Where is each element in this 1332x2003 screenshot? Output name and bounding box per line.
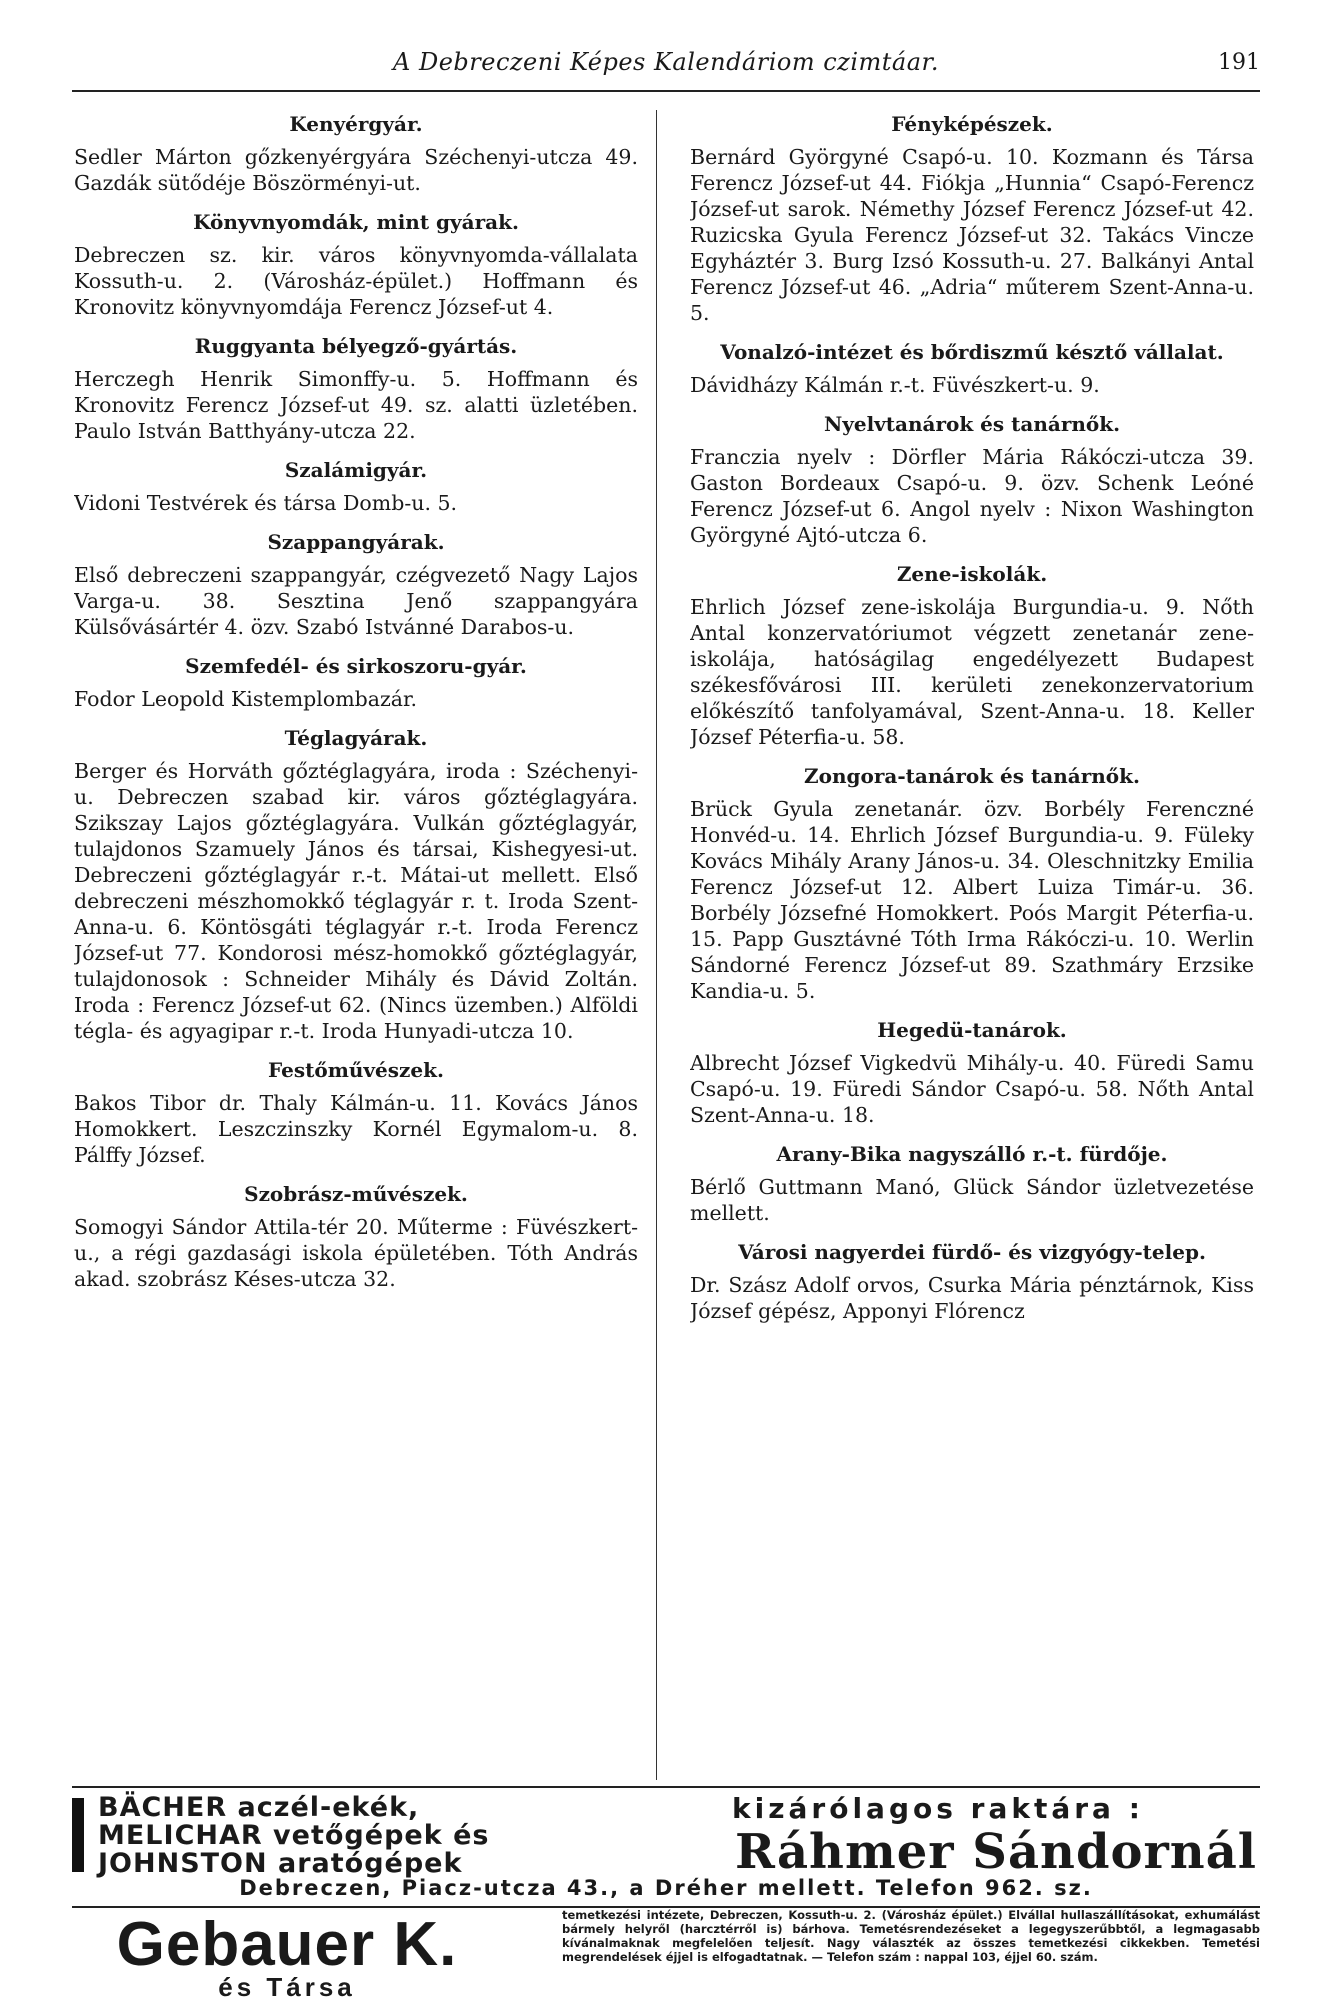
section-varosi-furdo — [690, 1240, 1254, 1324]
page-number: 191 — [1218, 50, 1260, 75]
section-heading: Szalámigyár. — [284, 458, 428, 482]
section-fenykepeszek — [690, 112, 1254, 326]
ad-partner-text: és Társa — [218, 1972, 356, 2002]
ad-line: MELICHAR vetőgépek és — [98, 1820, 490, 1851]
section-body: Franczia nyelv : Dörfler Mária Rákóczi-utcza 39. Gaston Bordeaux Csapó-u. 9. özv. Schenk Leóné Ferencz József-ut 6. Angol nyelv : Nixon Washington Györgyné Ajtó-utcza 6. — [690, 445, 1254, 547]
section-szobraszmuveszek — [74, 1182, 638, 1292]
section-szalamigyar — [74, 458, 638, 516]
section-heading: Nyelvtanárok és tanárnők. — [823, 412, 1121, 436]
section-body: Fodor Leopold Kistemplombazár. — [74, 687, 418, 711]
left-column — [74, 112, 638, 1780]
section-heading: Szemfedél- és sirkoszoru-gyár. — [185, 654, 527, 678]
ad-address: Debreczen, Piacz-utcza 43., a Dréher mellett. Telefon 962. sz. — [239, 1876, 1093, 1900]
section-heading: Zongora-tanárok és tanárnők. — [804, 764, 1140, 788]
ad-line: JOHNSTON aratógépek — [98, 1848, 463, 1879]
section-body: Ehrlich József zene-iskolája Burgundia-u. 9. Nőth Antal konzervatóriumot végzett zenetanár zene-iskolája, hatóságilag engedélyezett Budapest székesfővárosi III. kerületi zenekonzervatorium előkészítő tanfolyamával, Szent-Anna-u. 18. Keller József Péterfia-u. 58. — [690, 595, 1254, 749]
running-title: A Debreczeni Képes Kalendáriom czimtáar. — [393, 48, 939, 76]
section-festomuveszek — [74, 1058, 638, 1168]
section-heading: Vonalzó-intézet és bőrdiszmű késztő vállalat. — [720, 340, 1224, 364]
section-heading: Városi nagyerdei fürdő- és vizgyógy-telep. — [738, 1240, 1206, 1264]
section-body: Sedler Márton gőzkenyérgyára Széchenyi-utcza 49. Gazdák sütődéje Böszörményi-ut. — [74, 145, 638, 195]
funeral-advertisement — [72, 1908, 1260, 2002]
ad-exclusive-text: kizárólagos raktára : — [732, 1792, 1144, 1825]
section-heading: Könyvnyomdák, mint gyárak. — [193, 210, 519, 234]
section-heading: Festőművészek. — [268, 1058, 444, 1082]
section-body: Vidoni Testvérek és társa Domb-u. 5. — [74, 491, 458, 515]
section-vonalzo-intezet — [690, 340, 1254, 398]
section-heading: Kenyérgyár. — [289, 112, 423, 136]
decorative-bar — [72, 1798, 84, 1872]
page-header — [72, 42, 1260, 92]
column-divider — [656, 110, 657, 1780]
section-body: Herczegh Henrik Simonffy-u. 5. Hoffmann és Kronovitz Ferencz József-ut 49. sz. alatti üzletében. Paulo István Batthyány-utcza 22. — [74, 367, 638, 443]
section-body: Somogyi Sándor Attila-tér 20. Műterme : Füvészkert-u., a régi gazdasági iskola épületében. Tóth András akad. szobrász Késes-utcza 32. — [74, 1215, 638, 1291]
section-body: Bérlő Guttmann Manó, Glück Sándor üzletvezetése mellett. — [690, 1175, 1254, 1225]
section-body: Dávidházy Kálmán r.-t. Füvészkert-u. 9. — [690, 373, 1100, 397]
section-body: Bakos Tibor dr. Thaly Kálmán-u. 11. Kovács János Homokkert. Leszczinszky Kornél Egymalom-u. 8. Pálffy József. — [74, 1091, 638, 1167]
section-szappangyarak — [74, 530, 638, 640]
section-body: Első debreczeni szappangyár, czégvezető Nagy Lajos Varga-u. 38. Sesztina Jenő szappangyára Külsővásártér 4. özv. Szabó Istvánné Darabos-u. — [74, 563, 638, 639]
section-body: Debreczen sz. kir. város könyvnyomda-vállalata Kossuth-u. 2. (Városház-épület.) Hoffmann és Kronovitz könyvnyomdája Ferencz József-ut 4. — [74, 243, 638, 319]
section-zene-iskolak — [690, 562, 1254, 750]
section-heading: Arany-Bika nagyszálló r.-t. fürdője. — [776, 1142, 1168, 1166]
section-hegedu-tanarok — [690, 1018, 1254, 1128]
section-nyelvtanarok — [690, 412, 1254, 548]
section-szemfedel — [74, 654, 638, 712]
ad-description: temetkezési intézete, Debreczen, Kossuth-u. 2. (Városház épület.) Elvállal hullaszállításokat, exhumálást bármely helyről (harcztérről is) bárhova. Temetésrendezéseket a legegyszerűbbtől, a legmagasabb kívánalmaknak megfelelően teljesít. Nagy választék az összes temetkezési cikkekben. Temetési megrendelések éjjel is elfogadtatnak. — Telefon szám : nappal 103, éjjel 60. szám. — [562, 1908, 1260, 1964]
right-column — [690, 112, 1254, 1780]
section-arany-bika — [690, 1142, 1254, 1226]
section-heading: Ruggyanta bélyegző-gyártás. — [194, 334, 518, 358]
section-heading: Fényképészek. — [891, 112, 1053, 136]
machinery-advertisement — [72, 1786, 1260, 1908]
section-body: Berger és Horváth gőztéglagyára, iroda : Széchenyi-u. Debreczen szabad kir. város gőztéglagyára. Szikszay Lajos gőztéglagyára. Vulkán gőztéglagyár, tulajdonos Szamuely János és társai, Kishegyesi-ut. Debreczeni gőztéglagyár r.-t. Mátai-ut mellett. Első debreczeni mészhomokkő téglagyár r. t. Iroda Szent-Anna-u. 6. Köntösgáti téglagyár r.-t. Iroda Ferencz József-ut 77. Kondorosi mész-homokkő gőztéglagyár, tulajdonosok : Schneider Mihály és Dávid Zoltán. Iroda : Ferencz József-ut 62. (Nincs üzemben.) Alföldi tégla- és agyagipar r.-t. Iroda Hunyadi-utcza 10. — [74, 759, 638, 1043]
section-body: Albrecht József Vigkedvü Mihály-u. 40. Füredi Samu Csapó-u. 19. Füredi Sándor Csapó-u. 58. Nőth Antal Szent-Anna-u. 18. — [690, 1051, 1254, 1127]
section-heading: Zene-iskolák. — [896, 562, 1048, 586]
section-body: Dr. Szász Adolf orvos, Csurka Mária pénztárnok, Kiss József gépész, Apponyi Flórencz — [690, 1273, 1254, 1323]
section-heading: Téglagyárak. — [284, 726, 428, 750]
ad-company-name: Gebauer K. — [116, 1910, 458, 1979]
section-body: Bernárd Györgyné Csapó-u. 10. Kozmann és Társa Ferencz József-ut 44. Fiókja „Hunnia“ Csapó-Ferencz József-ut sarok. Némethy József Ferencz József-ut 42. Ruzicska Gyula Ferencz József-ut 32. Takács Vincze Egyháztér 3. Burg Izsó Kossuth-u. 27. Balkányi Antal Ferencz József-ut 46. „Adria“ műterem Szent-Anna-u. 5. — [690, 145, 1254, 325]
section-kenyergyar — [74, 112, 638, 196]
ad-seller-name: Ráhmer Sándornál — [734, 1824, 1258, 1880]
section-teglagyarak — [74, 726, 638, 1044]
section-body: Brück Gyula zenetanár. özv. Borbély Ferenczné Honvéd-u. 14. Ehrlich József Burgundia-u. 9. Füleky Kovács Mihály Arany János-u. 34. Oleschnitzky Emilia Ferencz József-ut 12. Albert Luiza Timár-u. 36. Borbély Józsefné Homokkert. Poós Margit Péterfia-u. 15. Papp Gusztávné Tóth Irma Rákóczi-u. 10. Werlin Sándorné Ferencz József-ut 89. Szathmáry Erzsike Kandia-u. 5. — [690, 797, 1254, 1003]
section-zongora-tanarok — [690, 764, 1254, 1004]
ad-line: BÄCHER aczél-ekék, — [98, 1792, 420, 1823]
section-ruggyanta — [74, 334, 638, 444]
section-heading: Szappangyárak. — [267, 530, 445, 554]
section-heading: Hegedü-tanárok. — [877, 1018, 1067, 1042]
section-heading: Szobrász-művészek. — [244, 1182, 468, 1206]
section-konyvnyomdak — [74, 210, 638, 320]
